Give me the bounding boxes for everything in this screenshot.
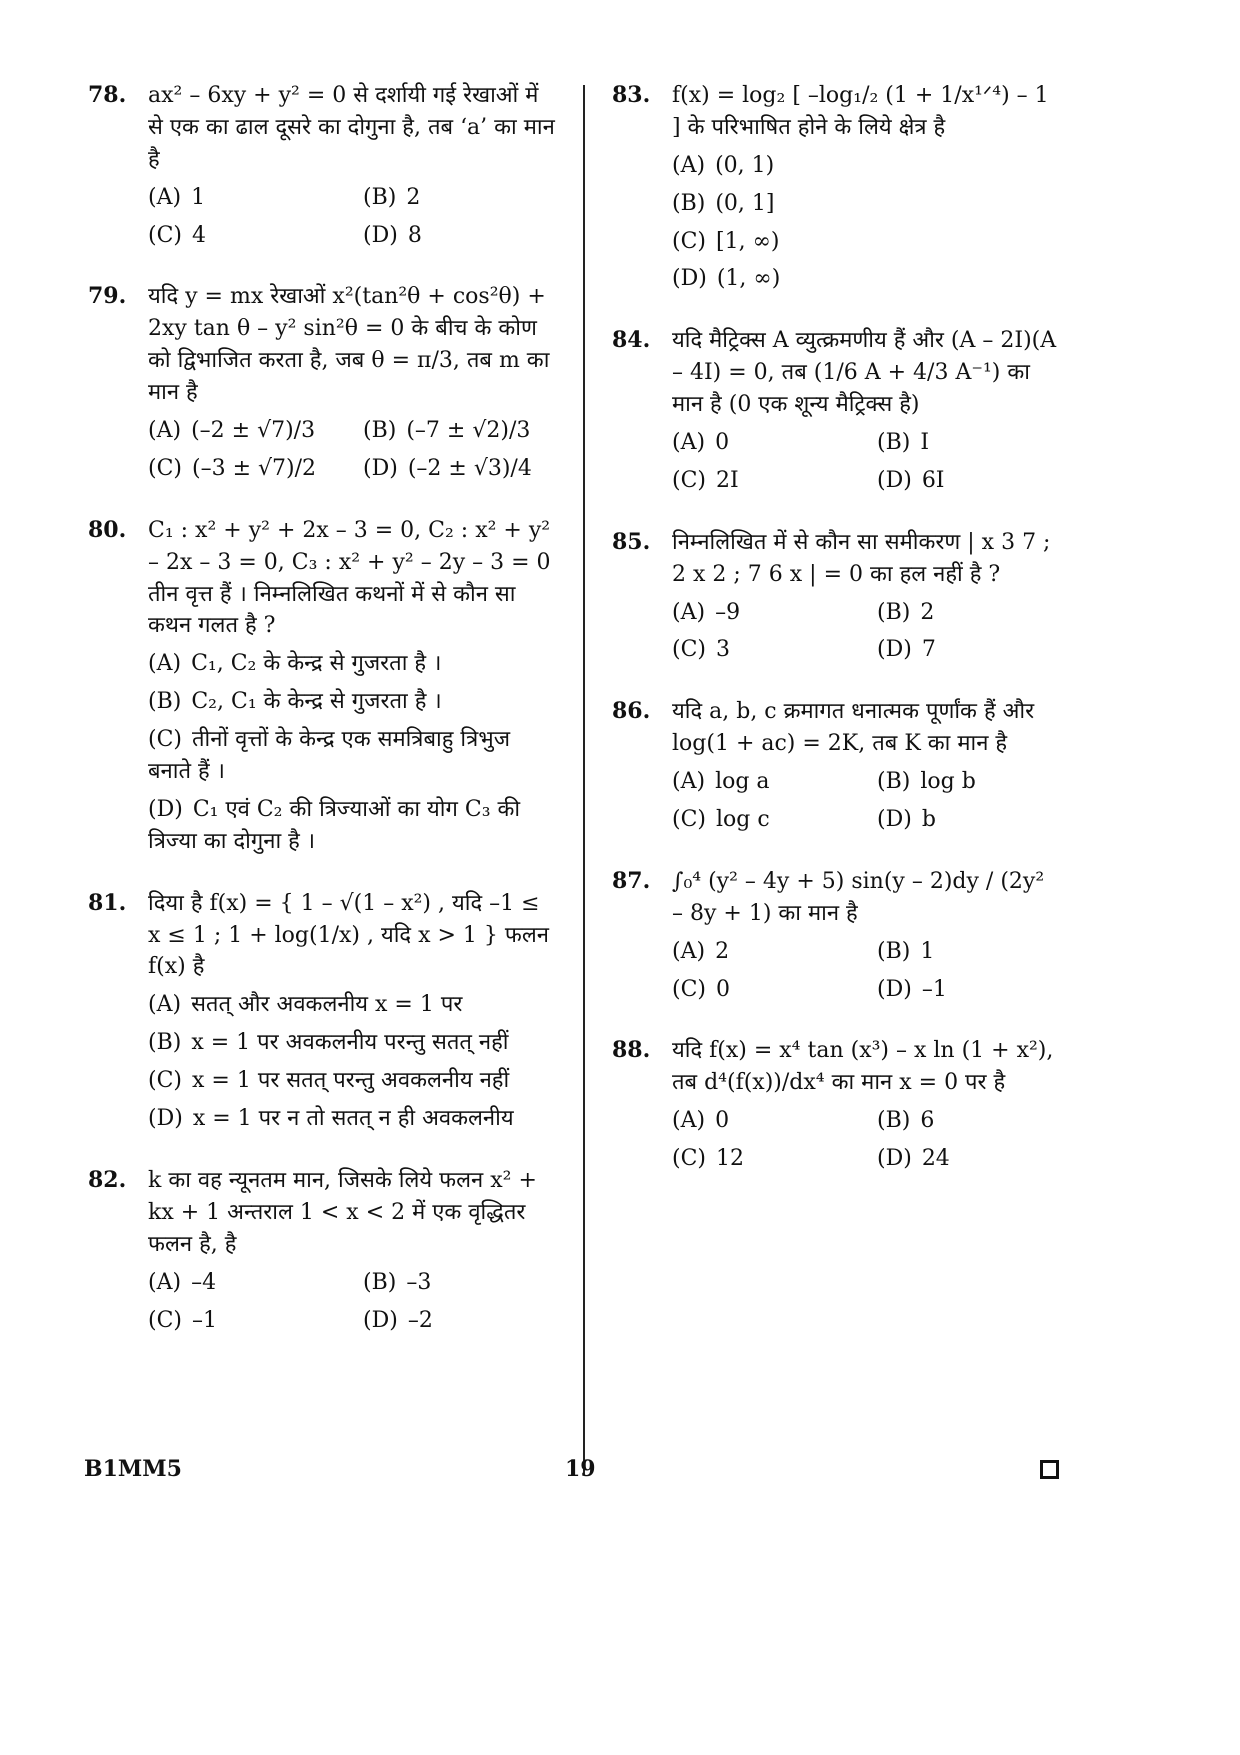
option [877,974,1062,1006]
options [672,597,1062,667]
option-text: x = 1 पर अवकलनीय परन्तु सतत् नहीं [191,1030,509,1056]
question-text: C₁ : x² + y² + 2x – 3 = 0, C₂ : x² + y² – 2x – 3 = 0, C₃ : x² + y² – 2y – 3 = 0 तीन वृत्त हैं । निम्नलिखित कथनों में से कौन सा कथन गलत है ? [148,517,551,639]
option [148,453,343,485]
option-label: (A) [148,992,182,1018]
option [148,415,343,447]
question-number: 85. [612,528,651,555]
option-label: (B) [363,418,397,444]
question [88,80,558,251]
option-label: (B) [363,1269,397,1295]
question-text: ax² – 6xy + y² = 0 से दर्शायी गई रेखाओं में से एक का ढाल दूसरे का दोगुना है, तब ‘a’ का मान है [148,83,555,172]
options [148,415,558,485]
question-number: 83. [612,82,651,108]
option-text: 6I [921,467,945,493]
question-text: निम्नलिखित में से कौन सा समीकरण | x 3 7 ; 2 x 2 ; 7 6 x | = 0 का हल नहीं है ? [672,529,1051,587]
option-text: सतत् और अवकलनीय x = 1 पर [191,992,463,1018]
question [88,1165,558,1336]
option-label: (A) [672,430,706,456]
question-text: ∫₀⁴ (y² – 4y + 5) sin(y – 2)dy / (2y² – 8y + 1) का मान है [672,868,1045,926]
option [148,989,558,1021]
option-label: (B) [148,1030,182,1056]
option [877,1143,1062,1175]
question [88,888,558,1135]
option-text: log c [716,807,770,833]
option [672,597,857,629]
option-text: –1 [921,976,947,1002]
question-number: 79. [88,283,127,310]
option [672,974,857,1006]
option-label: (B) [363,184,397,210]
option-label: (B) [877,769,911,795]
option-text: log b [920,769,976,795]
question-text: f(x) = log₂ [ –log₁/₂ (1 + 1/x¹ᐟ⁴) – 1 ] के परिभाषित होने के लिये क्षेत्र है [672,83,1049,140]
option [672,634,857,666]
option-label: (C) [148,222,182,248]
option-label: (C) [672,637,706,663]
option-label: (A) [672,152,706,178]
option-text: 2 [715,938,730,964]
option [363,182,558,214]
question-number: 80. [88,516,127,543]
option [148,724,558,788]
option-label: (C) [148,1068,182,1094]
question-text: यदि y = mx रेखाओं x²(tan²θ + cos²θ) + 2xy tan θ – y² sin²θ = 0 के बीच के कोण को द्विभाजित करता है, जब θ = π/3, तब m का मान है [148,284,550,406]
option-text: (0, 1) [715,152,775,178]
option [877,634,1062,666]
booklet-code: B1MM5 [84,1456,182,1482]
question-text: यदि मैट्रिक्स A व्युत्क्रमणीय हैं और (A – 2I)(A – 4I) = 0, तब (1/6 A + 4/3 A⁻¹) का मान है (0 एक शून्य मैट्रिक्स है) [672,328,1057,418]
question [88,281,558,484]
option-label: (A) [148,418,182,444]
option-text: 24 [921,1146,950,1172]
question-number: 87. [612,867,651,894]
option-label: (B) [877,1108,911,1134]
option-text: (–2 ± √7)/3 [191,418,316,444]
options [148,182,558,252]
option-label: (B) [877,938,911,964]
option [672,465,857,497]
options [672,427,1062,497]
option [877,936,1062,968]
option [148,1027,558,1059]
option-text: b [921,807,936,833]
option-text: [1, ∞) [716,228,780,254]
option [672,936,857,968]
option-text: –9 [715,599,741,625]
option-label: (C) [672,467,706,493]
question-number: 78. [88,82,127,108]
options [148,1267,558,1337]
option [877,427,1062,459]
option-label: (C) [148,1307,182,1333]
option [672,263,1062,295]
option-text: 0 [716,976,730,1002]
option-text: –3 [406,1269,432,1295]
option [363,1305,558,1337]
option [148,1103,558,1135]
option-label: (D) [877,637,912,663]
option-label: (C) [672,228,706,254]
question-number: 84. [612,327,651,354]
option [148,220,343,252]
question [612,866,1062,1006]
option-label: (D) [148,1106,183,1132]
option-label: (A) [148,1269,182,1295]
options [672,1105,1062,1175]
option-text: –2 [407,1307,433,1333]
option-text: 2 [406,184,421,210]
option [363,1267,558,1299]
question [612,325,1062,496]
option [672,804,857,836]
option [363,220,558,252]
option-label: (A) [672,938,706,964]
option-label: (C) [672,976,706,1002]
option-text: x = 1 पर सतत् परन्तु अवकलनीय नहीं [192,1068,510,1094]
question-number: 86. [612,698,651,725]
option-text: 3 [716,637,730,663]
option-label: (D) [877,1146,912,1172]
option-text: 4 [192,222,206,248]
option [672,150,1062,182]
options [148,989,558,1135]
option [148,1267,343,1299]
column-divider [583,85,585,1475]
question [612,80,1062,295]
square-mark [1040,1460,1059,1479]
option [672,188,1062,220]
option-label: (D) [363,1307,398,1333]
option-label: (C) [148,727,182,753]
option-label: (A) [672,769,706,795]
option-label: (D) [672,266,707,292]
option-label: (A) [672,1108,706,1134]
option-label: (A) [148,184,182,210]
question [612,696,1062,836]
option-text: C₂, C₁ के केन्द्र से गुजरता है । [191,689,442,715]
option-text: 2 [920,599,935,625]
option-text: I [920,430,930,456]
option [877,465,1062,497]
option-label: (D) [363,455,398,481]
option [148,1065,558,1097]
option-text: (0, 1] [715,190,775,216]
option [148,182,343,214]
option-text: 0 [715,430,730,456]
option-text: 2I [716,467,739,493]
option-label: (D) [877,976,912,1002]
question-text: k का वह न्यूनतम मान, जिसके लिये फलन x² + kx + 1 अन्तराल 1 < x < 2 में एक वृद्धितर फलन है, है [148,1167,537,1257]
option-text: (–7 ± √2)/3 [406,418,531,444]
option-label: (D) [877,807,912,833]
options [148,648,558,857]
option-text: (1, ∞) [716,266,781,292]
option-label: (D) [877,467,912,493]
option [672,1143,857,1175]
option-text: 12 [716,1146,744,1172]
question-number: 88. [612,1037,651,1064]
option [877,597,1062,629]
option-label: (A) [672,599,706,625]
question [612,1035,1062,1175]
option-text: 8 [407,222,422,248]
option-text: log a [715,769,770,795]
option-label: (D) [148,796,183,822]
option-label: (C) [148,455,182,481]
option [877,804,1062,836]
options [672,766,1062,836]
option-label: (C) [672,807,706,833]
option-text: 1 [191,184,206,210]
question-text: यदि a, b, c क्रमागत धनात्मक पूर्णांक हैं और log(1 + ac) = 2K, तब K का मान है [672,699,1035,757]
option-label: (B) [148,689,182,715]
question [88,515,558,858]
left-column [88,80,558,1366]
option-text: x = 1 पर न तो सतत् न ही अवकलनीय [192,1106,514,1132]
option [363,415,558,447]
option [877,1105,1062,1137]
option-text: (–3 ± √7)/2 [192,455,317,481]
question-number: 82. [88,1166,127,1193]
option [672,1105,857,1137]
option [148,1305,343,1337]
option-text: 1 [920,938,935,964]
option-label: (C) [672,1146,706,1172]
question [612,527,1062,667]
option [148,794,558,858]
option [672,766,857,798]
question-text: दिया है f(x) = { 1 – √(1 – x²) , यदि –1 ≤ x ≤ 1 ; 1 + log(1/x) , यदि x > 1 } फलन f(x) है [148,890,549,980]
option-text: (–2 ± √3)/4 [407,455,532,481]
option-label: (D) [363,222,398,248]
right-column [612,80,1062,1205]
option-text: तीनों वृत्तों के केन्द्र एक समत्रिबाहु त्रिभुज बनाते हैं । [148,727,511,785]
option-text: 6 [920,1108,935,1134]
options [672,150,1062,296]
option-label: (B) [672,190,706,216]
option-text: C₁, C₂ के केन्द्र से गुजरता है । [191,651,442,677]
option-text: C₁ एवं C₂ की त्रिज्याओं का योग C₃ की त्रिज्या का दोगुना है । [148,796,521,854]
option-text: –4 [191,1269,217,1295]
option-label: (A) [148,651,182,677]
option [148,686,558,718]
option [363,453,558,485]
option [672,226,1062,258]
option-text: –1 [192,1307,217,1333]
option [672,427,857,459]
options [672,936,1062,1006]
question-text: यदि f(x) = x⁴ tan (x³) – x ln (1 + x²), तब d⁴(f(x))/dx⁴ का मान x = 0 पर है [672,1038,1054,1096]
option-text: 0 [715,1108,730,1134]
option-label: (B) [877,430,911,456]
option-label: (B) [877,599,911,625]
page-number: 19 [565,1456,596,1482]
option [877,766,1062,798]
option [148,648,558,680]
option-text: 7 [921,637,936,663]
question-number: 81. [88,889,127,916]
